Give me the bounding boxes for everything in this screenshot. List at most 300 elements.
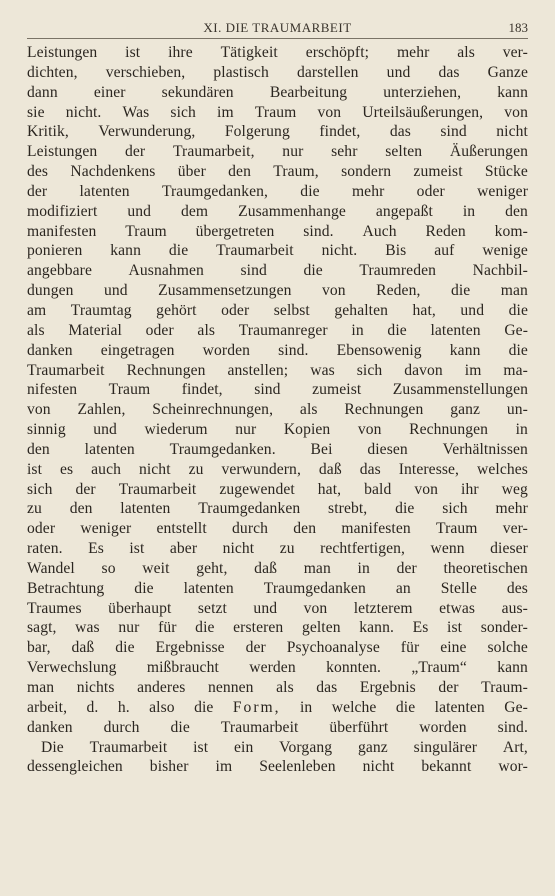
word: weniger <box>80 520 132 538</box>
word: kann <box>497 83 528 101</box>
word: Äußerungen <box>449 143 528 161</box>
word: etwas <box>439 599 476 617</box>
word: welche <box>331 698 377 716</box>
word: des <box>506 579 528 597</box>
word: daß <box>254 559 277 577</box>
word: Verwechslung <box>27 659 117 677</box>
word: worden <box>202 341 251 359</box>
word: arbeit, <box>27 698 68 716</box>
text-line <box>27 301 528 321</box>
word: zumeist <box>413 163 463 181</box>
word: kann <box>497 659 528 677</box>
word: gelten <box>301 619 341 637</box>
word: dieser <box>490 540 528 558</box>
word: rechtfertigen, <box>320 540 406 558</box>
word: worden <box>419 718 467 736</box>
word: Seelenleben <box>259 758 336 776</box>
word: sich <box>356 361 383 379</box>
text-line <box>27 202 528 222</box>
word: ver- <box>502 520 528 538</box>
word: als <box>276 679 294 696</box>
word: Ebensowenig <box>336 341 422 359</box>
word: angebbare <box>27 262 92 280</box>
word: danken <box>27 341 73 359</box>
word: Traumarbeit <box>27 361 105 379</box>
word: von <box>27 401 51 419</box>
word: das <box>316 679 338 696</box>
word: der <box>245 639 266 657</box>
word: und <box>103 282 128 300</box>
word: nennen <box>207 679 254 696</box>
page-header <box>27 18 528 39</box>
word: weg <box>501 480 528 498</box>
word: sind. <box>278 341 309 359</box>
word: manifesten <box>341 520 411 538</box>
word: durch <box>103 718 140 736</box>
text-line <box>27 420 528 440</box>
word: nicht. <box>321 242 358 260</box>
word: h. <box>117 698 130 716</box>
word: Ge- <box>504 698 528 716</box>
word: Traumarbeit <box>89 738 168 756</box>
word: sagt, <box>27 619 57 637</box>
word: Betrachtung <box>27 579 105 597</box>
word: diesen <box>367 440 408 458</box>
text-line <box>27 519 528 539</box>
word: Traum- <box>481 679 528 696</box>
word: der <box>396 559 417 577</box>
word: nifesten <box>27 381 78 399</box>
word: einer <box>93 83 126 101</box>
word: ersteren <box>233 619 284 637</box>
word: ponieren <box>27 242 83 260</box>
word: durch <box>232 520 269 538</box>
word: die <box>508 301 528 319</box>
word: der <box>27 182 48 200</box>
word: unterziehen, <box>383 83 462 101</box>
word: plastisch <box>213 63 269 81</box>
word: Wandel <box>27 559 75 577</box>
word: Es <box>88 540 104 558</box>
text-line <box>27 361 528 381</box>
word: Zahlen, <box>77 401 126 419</box>
word: kann. <box>359 619 394 637</box>
word: Folgerung <box>224 123 290 141</box>
text-line <box>27 63 528 83</box>
word: findet, <box>181 381 223 399</box>
text-line <box>27 460 528 480</box>
text-line <box>27 618 528 638</box>
word: also <box>149 698 175 716</box>
text-line <box>27 83 528 103</box>
word: man <box>27 679 55 696</box>
word: Reden, <box>376 282 421 300</box>
word: Nachdenkens <box>70 163 156 181</box>
word: sind. <box>303 222 334 240</box>
word: am <box>27 301 47 319</box>
word: sondern <box>341 163 392 181</box>
word: sehr <box>331 143 358 161</box>
word: verschieben, <box>105 63 186 81</box>
word: dessengleichen <box>27 758 123 776</box>
word: Reden <box>425 222 466 240</box>
word: ihr <box>461 480 479 498</box>
word: mehr <box>495 500 528 518</box>
word: zumeist <box>312 381 362 399</box>
word: davon <box>404 361 443 379</box>
word: „Traum“ <box>411 659 467 677</box>
word: letzterem <box>353 599 413 617</box>
word: nichts <box>76 679 115 696</box>
word: zu <box>279 540 295 558</box>
text-line <box>27 162 528 182</box>
word: in <box>357 559 370 577</box>
text-line <box>27 757 528 777</box>
word: das <box>438 63 460 81</box>
word: als <box>299 401 318 419</box>
word: man <box>500 282 528 300</box>
word: die <box>303 262 323 280</box>
word: setzt <box>197 599 227 617</box>
word: den <box>293 520 317 538</box>
word: hat, <box>317 480 342 498</box>
text-line <box>27 103 528 123</box>
text-line <box>27 142 528 162</box>
text-line <box>27 380 528 400</box>
word: latenten <box>183 579 234 597</box>
word: nur <box>282 143 304 161</box>
word: im <box>464 361 482 379</box>
word: in <box>515 421 528 439</box>
word: Art, <box>502 738 528 756</box>
text-line <box>27 400 528 420</box>
word: Traumgedanken, <box>161 182 269 200</box>
word: ver- <box>502 44 528 61</box>
word: nicht <box>362 758 395 776</box>
word: hat, <box>412 301 436 319</box>
word: bisher <box>149 758 189 776</box>
word: sich <box>170 103 196 121</box>
word: danken <box>27 718 73 736</box>
word: Rechnungen <box>126 361 206 379</box>
word: es <box>60 460 74 478</box>
word: die <box>387 321 407 339</box>
word: Traum <box>108 381 151 399</box>
word: erschöpft; <box>305 44 370 61</box>
word: und <box>253 599 278 617</box>
word: latenten <box>120 500 171 518</box>
word: sich <box>442 500 468 518</box>
word: bar, <box>27 639 51 657</box>
word: entstellt <box>156 520 207 538</box>
word: der <box>125 143 146 161</box>
word: Traumgedanken <box>263 579 366 597</box>
word: dann <box>27 83 58 101</box>
word: und <box>460 301 485 319</box>
word: auf <box>434 242 455 260</box>
text-line <box>27 579 528 599</box>
word: Stücke <box>484 163 528 181</box>
word: anstellen; <box>227 361 289 379</box>
word: Traumarbeit <box>216 242 294 260</box>
word: un- <box>506 401 528 419</box>
word: Bis <box>385 242 407 260</box>
word: so <box>101 559 116 577</box>
word: Traumes <box>27 599 82 617</box>
word: für <box>158 619 177 637</box>
word: Traumarbeit <box>118 480 197 498</box>
word: Verhältnissen <box>442 440 528 458</box>
word: ist <box>447 619 463 637</box>
text-line <box>27 122 528 142</box>
word: Traumtag <box>70 301 132 319</box>
word: Rechnungen <box>409 421 489 439</box>
word: weniger <box>477 182 528 200</box>
word: selbst <box>273 301 310 319</box>
text-line <box>27 341 528 361</box>
word: Psychoanalyse <box>286 639 380 657</box>
word: Traum <box>436 520 478 538</box>
text-line <box>27 638 528 658</box>
word: im <box>215 758 233 776</box>
word: ist <box>27 460 43 478</box>
word: die <box>300 182 320 200</box>
word: angepaßt <box>375 202 433 220</box>
word: übergetreten <box>195 222 275 240</box>
word: dungen <box>27 282 74 300</box>
word: nicht <box>222 540 255 558</box>
word: der <box>75 480 96 498</box>
word: oder <box>416 182 445 200</box>
word: den <box>27 440 50 458</box>
word: strebt, <box>328 500 368 518</box>
word: das <box>359 460 381 478</box>
word: sind <box>440 123 467 141</box>
text-line <box>27 559 528 579</box>
word: bekannt <box>421 758 472 776</box>
word: gehört <box>156 301 197 319</box>
text-line <box>27 698 528 718</box>
word: die <box>450 282 471 300</box>
running-head: XI. DIE TRAUMARBEIT <box>203 20 352 35</box>
word: latenten <box>84 440 135 458</box>
word: Traumgedanken. <box>169 440 276 458</box>
word: kom- <box>494 222 528 240</box>
word: nicht. <box>65 103 102 121</box>
word: und <box>386 63 411 81</box>
word: die <box>395 500 415 518</box>
text-line <box>27 599 528 619</box>
body-text <box>27 43 528 777</box>
word: nicht <box>138 460 171 478</box>
word: überführt <box>329 718 389 736</box>
word: in <box>299 698 313 716</box>
word: sind. <box>497 718 528 736</box>
word: und <box>127 202 152 220</box>
word: mißbraucht <box>146 659 219 677</box>
word: eine <box>440 639 467 657</box>
word: Form, <box>232 698 281 716</box>
word: raten. <box>27 540 63 558</box>
word: Kopien <box>283 421 331 439</box>
word: kann <box>110 242 141 260</box>
text-line <box>27 261 528 281</box>
word: den <box>228 163 251 181</box>
word: sekundären <box>161 83 234 101</box>
word: überhaupt <box>108 599 172 617</box>
word: Ge- <box>504 321 528 339</box>
word: Ganze <box>487 63 528 81</box>
word: des <box>27 163 49 181</box>
word: latenten <box>430 321 481 339</box>
word: ist <box>125 44 141 61</box>
word: ganz <box>450 401 481 419</box>
word: die <box>115 639 135 657</box>
text-line <box>27 480 528 500</box>
word: ma- <box>503 361 528 379</box>
word: sind <box>240 262 267 280</box>
text-line <box>27 241 528 261</box>
word: latenten <box>79 182 130 200</box>
word: in <box>462 202 476 220</box>
word: verwundern, <box>221 460 301 478</box>
word: auch <box>91 460 121 478</box>
word: Material <box>68 321 122 339</box>
word: von <box>317 103 342 121</box>
word: Rechnungen <box>344 401 424 419</box>
word: in <box>351 321 364 339</box>
word: mehr <box>351 182 385 200</box>
word: weit <box>142 559 170 577</box>
word: Es <box>412 619 429 637</box>
word: Ergebnisse <box>155 639 225 657</box>
word: Tätigkeit <box>220 44 278 61</box>
word: was <box>310 361 335 379</box>
text-line <box>27 182 528 202</box>
word: oder <box>221 301 250 319</box>
word: Stelle <box>440 579 477 597</box>
word: die <box>395 698 416 716</box>
word: Zusammenstellungen <box>392 381 528 399</box>
word: Urteilsäußerungen, <box>362 103 484 121</box>
word: werden <box>249 659 296 677</box>
word: theoretischen <box>443 559 528 577</box>
word: Auch <box>362 222 397 240</box>
word: Leistungen <box>27 143 98 161</box>
word: Ergebnis <box>359 679 416 696</box>
word: Traum <box>125 222 167 240</box>
word: singulärer <box>413 738 478 756</box>
word: die <box>170 718 190 736</box>
word: daß <box>71 639 95 657</box>
word: von <box>303 599 328 617</box>
word: als <box>197 321 216 339</box>
word: oder <box>145 321 174 339</box>
word: die <box>134 579 154 597</box>
text-line <box>27 321 528 341</box>
word: der <box>438 679 459 696</box>
word: Nachbil- <box>472 262 528 280</box>
word: welches <box>477 460 528 478</box>
word: aus- <box>501 599 528 617</box>
word: solche <box>487 639 528 657</box>
word: konnten. <box>326 659 381 677</box>
word: Bearbeitung <box>269 83 348 101</box>
word: manifesten <box>27 222 97 240</box>
word: modifiziert <box>27 202 98 220</box>
word: Traumgedanken <box>198 500 301 518</box>
word: Traumreden <box>359 262 437 280</box>
word: Ausnahmen <box>128 262 204 280</box>
text-line <box>27 499 528 519</box>
word: das <box>389 123 411 141</box>
word: dichten, <box>27 63 78 81</box>
word: daß <box>318 460 342 478</box>
word: zu <box>188 460 204 478</box>
word: ganz <box>357 738 388 756</box>
word: Traumanreger <box>238 321 328 339</box>
word: an <box>395 579 411 597</box>
word: von <box>321 282 346 300</box>
word: geht, <box>196 559 228 577</box>
word: und <box>93 421 117 439</box>
word: Traumarbeit <box>220 718 299 736</box>
word: ist <box>129 540 145 558</box>
word: ist <box>193 738 209 756</box>
word: wiederum <box>144 421 208 439</box>
word: bald <box>364 480 392 498</box>
word: Was <box>122 103 150 121</box>
word: latenten <box>434 698 485 716</box>
word: darstellen <box>296 63 359 81</box>
word: d. <box>86 698 99 716</box>
word: Traum <box>254 103 297 121</box>
word: mehr <box>396 44 430 61</box>
word: nicht <box>496 123 528 141</box>
word: den <box>505 202 528 220</box>
word: zu <box>27 500 42 518</box>
word: dem <box>180 202 209 220</box>
word: selten <box>385 143 423 161</box>
word: was <box>75 619 100 637</box>
word: Zusammenhange <box>238 202 346 220</box>
text-line <box>27 738 528 758</box>
word: von <box>357 421 382 439</box>
word: sinnig <box>27 421 66 439</box>
word: Traumarbeit, <box>172 143 255 161</box>
word: wenige <box>482 242 528 260</box>
word: die <box>194 698 214 716</box>
word: für <box>400 639 420 657</box>
word: von <box>414 480 439 498</box>
word: Leistungen <box>27 44 98 61</box>
word: die <box>168 242 189 260</box>
text-line <box>27 658 528 678</box>
word: kann <box>449 341 481 359</box>
word: Kritik, <box>27 123 69 141</box>
text-line <box>27 222 528 242</box>
word: ihre <box>168 44 193 61</box>
word: Bei <box>310 440 333 458</box>
word: sonder- <box>480 619 528 637</box>
word: ein <box>233 738 254 756</box>
word: eingetragen <box>100 341 175 359</box>
word: im <box>217 103 234 121</box>
word: über <box>177 163 206 181</box>
word: den <box>69 500 93 518</box>
text-line <box>27 678 528 698</box>
word: gehalten <box>334 301 389 319</box>
